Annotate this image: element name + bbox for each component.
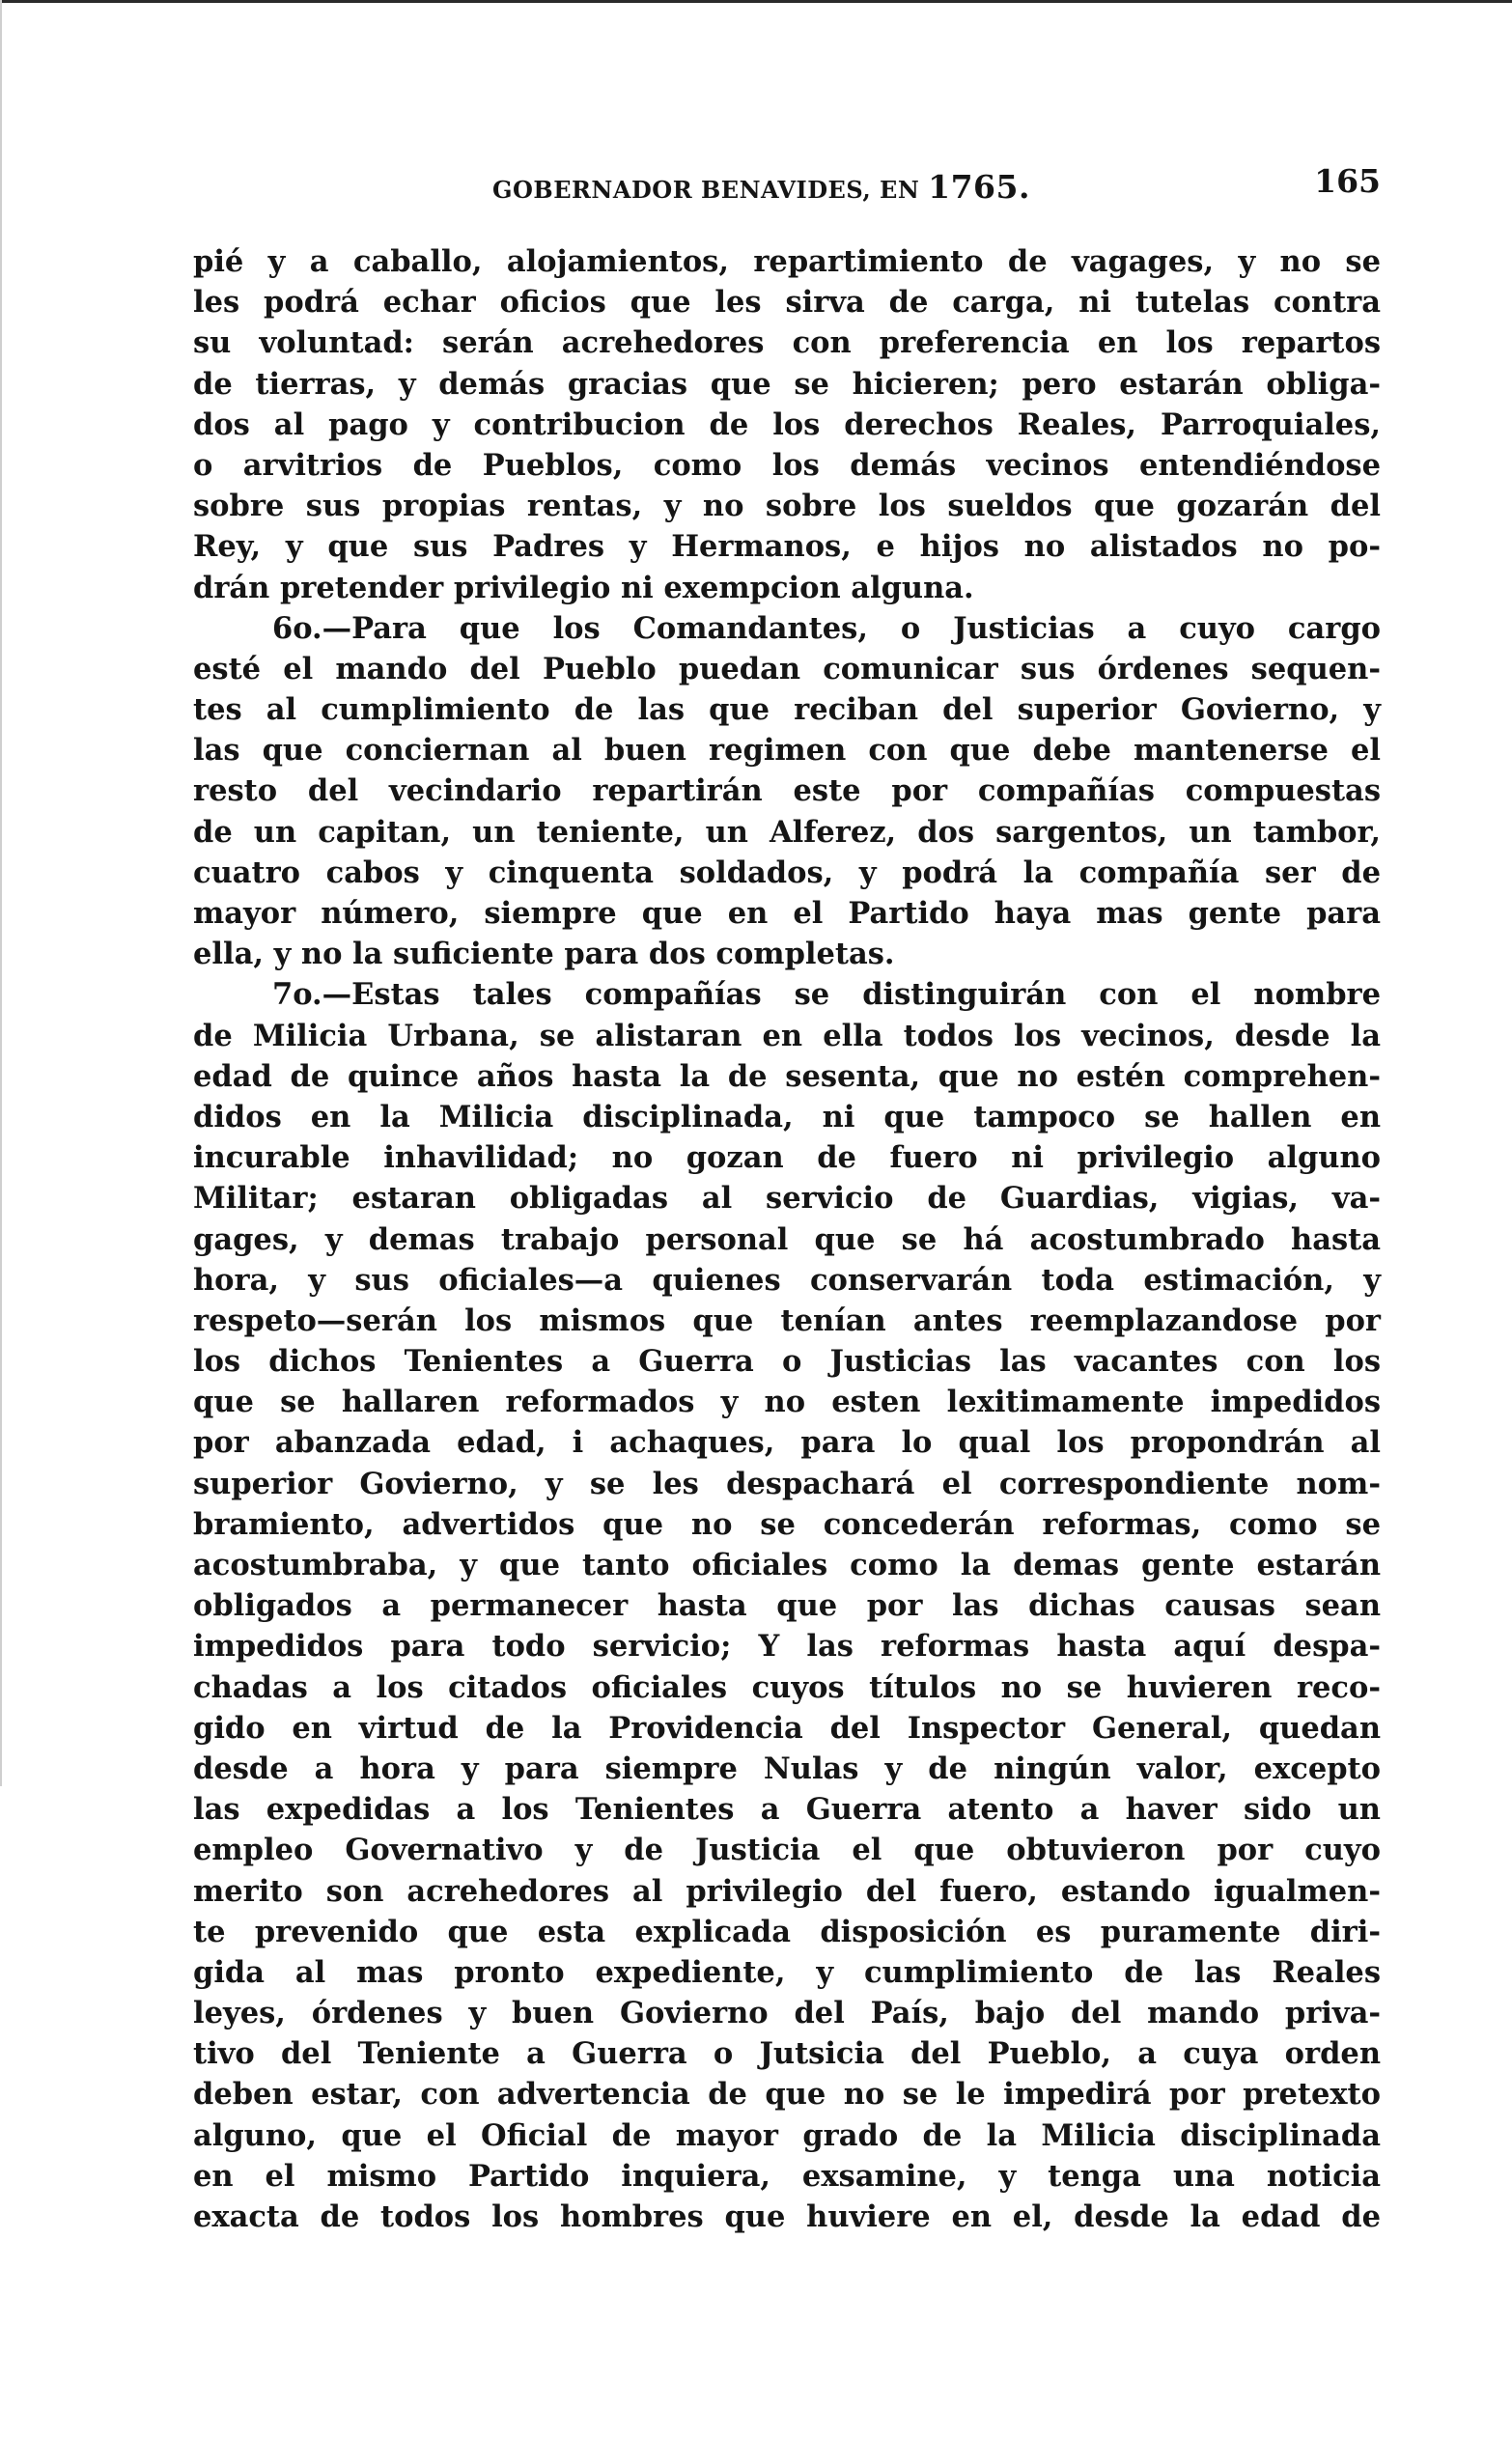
text-line: les podrá echar oficios que les sirva de carga, ni tutelas contra: [193, 285, 1381, 321]
text-line: o arvitrios de Pueblos, como los demás vecinos entendiéndose: [193, 447, 1381, 483]
text-line: Rey, y que sus Padres y Hermanos, e hijos no alistados no po-: [193, 529, 1381, 565]
text-line: didos en la Milicia disciplinada, ni que tampoco se hallen en: [193, 1099, 1381, 1134]
text-line: empleo Governativo y de Justicia el que obtuvieron por cuyo: [193, 1833, 1381, 1868]
text-line: chadas a los citados oficiales cuyos títulos no se huvieren reco-: [193, 1669, 1381, 1705]
text-line: las expedidas a los Tenientes a Guerra atento a haver sido un: [193, 1792, 1381, 1828]
text-line: gida al mas pronto expediente, y cumplimiento de las Reales: [193, 1954, 1381, 1990]
text-line: esté el mando del Pueblo puedan comunicar sus órdenes sequen-: [193, 651, 1381, 686]
text-line: pié y a caballo, alojamientos, repartimiento de vagages, y no se: [193, 244, 1381, 279]
text-line: incurable inhavilidad; no gozan de fuero ni privilegio alguno: [193, 1140, 1381, 1176]
text-line: obligados a permanecer hasta que por las dichas causas sean: [193, 1588, 1381, 1624]
text-line: cuatro cabos y cinquenta soldados, y podrá la compañía ser de: [193, 854, 1381, 890]
text-line: gages, y demas trabajo personal que se há acostumbrado hasta: [193, 1221, 1381, 1257]
text-line: de un capitan, un teniente, un Alferez, dos sargentos, un tambor,: [193, 814, 1381, 850]
text-line: exacta de todos los hombres que huviere en el, desde la edad de: [193, 2199, 1381, 2234]
paragraph-6-start: 6o.—Para que los Comandantes, o Justicias a cuyo cargo: [272, 610, 1381, 646]
text-line: Militar; estaran obligadas al servicio de Guardias, vigias, va-: [193, 1181, 1381, 1217]
page-number: 165: [1314, 162, 1381, 200]
running-head-title: GOBERNADOR BENAVIDES, EN: [492, 176, 920, 204]
text-line: hora, y sus oficiales—a quienes conservarán toda estimación, y: [193, 1262, 1381, 1298]
text-line: bramiento, advertidos que no se concederán reformas, como se: [193, 1506, 1381, 1542]
text-line: drán pretender privilegio ni exempcion alguna.: [193, 570, 974, 605]
top-border-rule: [0, 0, 1512, 3]
text-line: te prevenido que esta explicada disposición es puramente diri-: [193, 1914, 1381, 1949]
text-line: tivo del Teniente a Guerra o Jutsicia del Pueblo, a cuya orden: [193, 2036, 1381, 2072]
running-head: [492, 168, 1030, 206]
text-line: respeto—serán los mismos que tenían antes reemplazandose por: [193, 1302, 1381, 1338]
text-line: de Milicia Urbana, se alistaran en ella todos los vecinos, desde la: [193, 1018, 1381, 1053]
text-line: acostumbraba, y que tanto oficiales como la demas gente estarán: [193, 1548, 1381, 1582]
text-line: por abanzada edad, i achaques, para lo qual los propondrán al: [193, 1425, 1381, 1461]
text-line: dos al pago y contribucion de los derechos Reales, Parroquiales,: [193, 406, 1381, 442]
text-line: superior Govierno, y se les despachará el correspondiente nom-: [193, 1466, 1381, 1501]
text-line: impedidos para todo servicio; Y las reformas hasta aquí despa-: [193, 1629, 1381, 1665]
text-line: edad de quince años hasta la de sesenta, que no estén comprehen-: [193, 1058, 1381, 1094]
text-line: merito son acrehedores al privilegio del fuero, estando igualmen-: [193, 1873, 1381, 1909]
body-text: [193, 241, 1381, 2237]
paragraph-7-start: 7o.—Estas tales compañías se distinguirán con el nombre: [272, 977, 1381, 1013]
text-line: en el mismo Partido inquiera, exsamine, y tenga una noticia: [193, 2158, 1381, 2194]
text-line: gido en virtud de la Providencia del Inspector General, quedan: [193, 1710, 1381, 1746]
text-line: desde a hora y para siempre Nulas y de ningún valor, excepto: [193, 1750, 1381, 1786]
text-line: que se hallaren reformados y no esten lexitimamente impedidos: [193, 1385, 1381, 1420]
text-line: tes al cumplimiento de las que reciban del superior Govierno, y: [193, 692, 1381, 728]
text-line: los dichos Tenientes a Guerra o Justicias las vacantes con los: [193, 1344, 1381, 1380]
left-page-edge: [0, 0, 2, 1786]
page-header: [193, 162, 1381, 210]
running-head-year: 1765.: [928, 168, 1030, 206]
text-line: las que conciernan al buen regimen con que debe mantenerse el: [193, 733, 1381, 769]
text-line: resto del vecindario repartirán este por compañías compuestas: [193, 773, 1381, 809]
text-line: deben estar, con advertencia de que no se le impedirá por pretexto: [193, 2077, 1381, 2113]
text-line: su voluntad: serán acrehedores con preferencia en los repartos: [193, 325, 1381, 361]
text-line: alguno, que el Oficial de mayor grado de la Milicia disciplinada: [193, 2117, 1381, 2153]
text-line: de tierras, y demás gracias que se hicieren; pero estarán obliga-: [193, 366, 1381, 402]
text-line: sobre sus propias rentas, y no sobre los sueldos que gozarán del: [193, 489, 1381, 524]
text-line: leyes, órdenes y buen Govierno del País, bajo del mando priva-: [193, 1996, 1381, 2031]
text-line: ella, y no la suficiente para dos completas.: [193, 937, 895, 972]
text-line: mayor número, siempre que en el Partido haya mas gente para: [193, 896, 1381, 931]
